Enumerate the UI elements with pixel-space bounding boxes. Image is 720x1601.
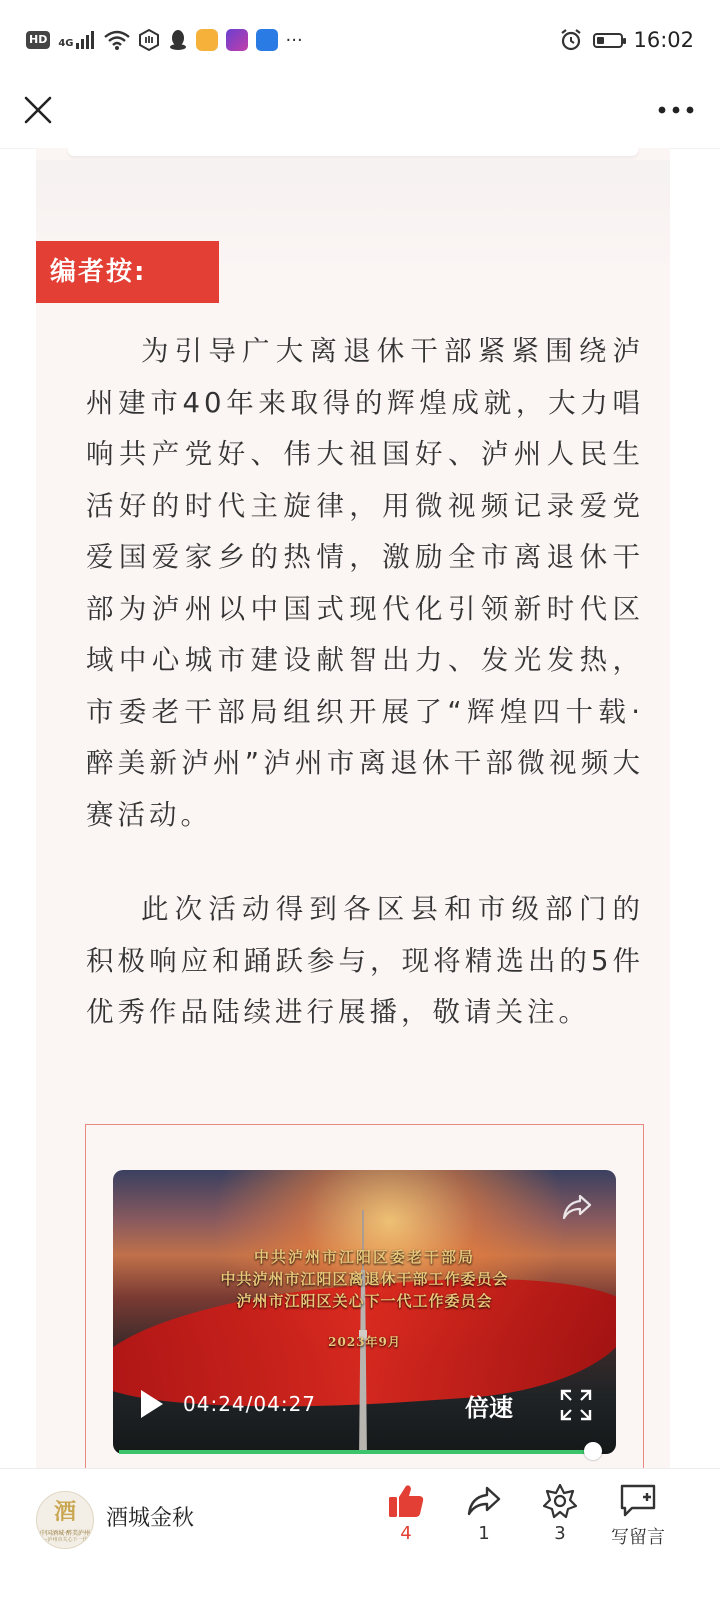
avatar-logo-mark: 酒 bbox=[53, 1499, 76, 1525]
video-date: 2023年9月 bbox=[328, 1335, 401, 1349]
recommend-star-icon bbox=[542, 1483, 578, 1519]
recommend-button[interactable] bbox=[528, 1483, 592, 1544]
video-credit-line: 泸州市江阳区关心下一代工作委员会 bbox=[236, 1292, 493, 1310]
more-notifications-icon: ··· bbox=[285, 29, 303, 51]
network-type: 4G bbox=[58, 38, 74, 49]
app-notification-icon bbox=[196, 29, 218, 51]
clock: 16:02 bbox=[633, 28, 694, 52]
alarm-icon bbox=[559, 28, 583, 52]
share-button[interactable] bbox=[452, 1483, 516, 1544]
previous-card-edge bbox=[68, 148, 638, 156]
qq-icon bbox=[168, 29, 188, 51]
video-share-icon[interactable] bbox=[560, 1190, 594, 1224]
fullscreen-icon[interactable] bbox=[559, 1388, 593, 1422]
game-app-icon bbox=[226, 29, 248, 51]
account-name[interactable]: 酒城金秋 bbox=[106, 1506, 195, 1531]
write-comment-label: 写留言 bbox=[611, 1527, 665, 1548]
bottom-bar bbox=[0, 1468, 720, 1601]
avatar-text: 中国酒城·醉美泸州 bbox=[40, 1530, 90, 1537]
share-count: 1 bbox=[478, 1523, 490, 1544]
signal-icon bbox=[58, 31, 95, 49]
thumbs-up-icon bbox=[387, 1483, 425, 1519]
status-left bbox=[26, 26, 303, 54]
like-button[interactable] bbox=[374, 1483, 438, 1544]
play-icon[interactable] bbox=[137, 1388, 167, 1420]
video-progress-fill bbox=[119, 1450, 593, 1454]
comment-add-icon bbox=[619, 1483, 657, 1519]
like-count: 4 bbox=[400, 1523, 412, 1544]
editor-note-tag: 编者按: bbox=[36, 241, 219, 303]
status-right bbox=[559, 26, 694, 54]
video-time: 04:24/04:27 bbox=[183, 1392, 317, 1416]
hand-app-icon bbox=[138, 29, 160, 51]
article-paragraph: 此次活动得到各区县和市级部门的积极响应和踊跃参与，现将精选出的5件优秀作品陆续进行展播，敬请关注。 bbox=[86, 893, 644, 1028]
video-player[interactable] bbox=[113, 1170, 616, 1454]
status-bar bbox=[0, 0, 720, 80]
blue-app-icon bbox=[256, 29, 278, 51]
close-icon[interactable] bbox=[20, 92, 56, 128]
video-credit-line: 中共泸州市江阳区委老干部局 bbox=[253, 1248, 475, 1266]
wifi-icon bbox=[104, 30, 130, 50]
hd-badge: HD bbox=[26, 31, 50, 49]
share-icon bbox=[466, 1483, 502, 1519]
more-options-icon[interactable] bbox=[656, 92, 696, 128]
avatar[interactable] bbox=[36, 1491, 94, 1549]
article-paragraph: 为引导广大离退休干部紧紧围绕泸州建市40年来取得的辉煌成就，大力唱响共产党好、伟大祖国好、泸州人民生活好的时代主旋律，用微视频记录爱党爱国爱家乡的热情，激励全市离退休干部为泸州以中国式现代化引领新时代区域中心城市建设献智出力、发光发热，市委老干部局组织开展了“辉煌四十载·醉美新泸州”泸州市离退休干部微视频大赛活动。 bbox=[86, 335, 644, 831]
write-comment-button[interactable] bbox=[600, 1483, 676, 1549]
playback-speed-button[interactable]: 倍速 bbox=[465, 1394, 513, 1422]
nav-bar bbox=[0, 80, 720, 148]
battery-level bbox=[597, 37, 604, 44]
avatar-subtext: —泸州市关心下一代 bbox=[42, 1537, 88, 1543]
video-credit-line: 中共泸州市江阳区离退休干部工作委员会 bbox=[220, 1270, 509, 1288]
video-progress-track[interactable] bbox=[119, 1450, 599, 1454]
battery-icon bbox=[593, 33, 623, 48]
recommend-count: 3 bbox=[554, 1523, 566, 1544]
